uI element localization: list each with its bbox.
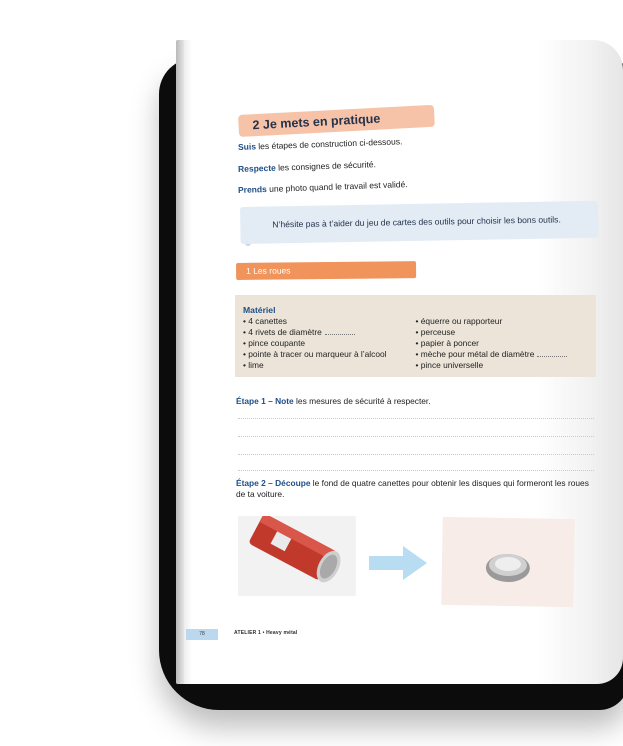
blank-line: [325, 327, 355, 335]
step-1: Étape 1 – Note les mesures de sécurité à respecter.: [236, 396, 431, 406]
can-photo: [238, 516, 356, 596]
blank-line: [537, 349, 567, 357]
page-number: 78: [186, 629, 218, 640]
materials-title: Matériel: [243, 305, 276, 315]
step-2: Étape 2 – Découpe le fond de quatre canettes pour obtenir les disques qui formeront les roues de ta voiture.: [236, 478, 589, 499]
footer-text: ATELIER 1 • Heavy métal: [234, 630, 298, 636]
material-item: • mèche pour métal de diamètre: [416, 349, 589, 360]
section-title: 2 Je mets en pratique: [238, 105, 435, 137]
answer-line: [238, 454, 594, 455]
material-item: • papier à poncer: [416, 338, 589, 349]
can-disk-photo: [441, 517, 575, 607]
material-item: • pince coupante: [243, 338, 416, 349]
material-item: • perceuse: [416, 327, 589, 338]
page-spine: [176, 40, 184, 684]
intro-line-3: Prends une photo quand le travail est validé.: [237, 179, 408, 195]
material-item: • 4 rivets de diamètre: [243, 327, 416, 338]
book-page: [176, 40, 623, 684]
materials-left-column: [243, 316, 416, 371]
tip-box: N’hésite pas à t’aider du jeu de cartes des outils pour choisir les bons outils.: [240, 201, 599, 244]
materials-right-column: [416, 316, 589, 371]
answer-line: [238, 470, 594, 471]
answer-line: [238, 436, 594, 437]
answer-line: [238, 418, 594, 419]
material-item: • pointe à tracer ou marqueur à l’alcool: [243, 349, 416, 360]
arrow-right-icon: [369, 546, 429, 580]
material-item: • équerre ou rapporteur: [416, 316, 589, 327]
material-item: • lime: [243, 360, 416, 371]
subsection-title: 1 Les roues: [236, 261, 416, 280]
material-item: • pince universelle: [416, 360, 589, 371]
intro-line-2: Respecte les consignes de sécurité.: [237, 159, 377, 174]
intro-line-1: Suis les étapes de construction ci-dessous.: [237, 136, 403, 152]
material-item: • 4 canettes: [243, 316, 416, 327]
materials-box: [235, 295, 596, 377]
